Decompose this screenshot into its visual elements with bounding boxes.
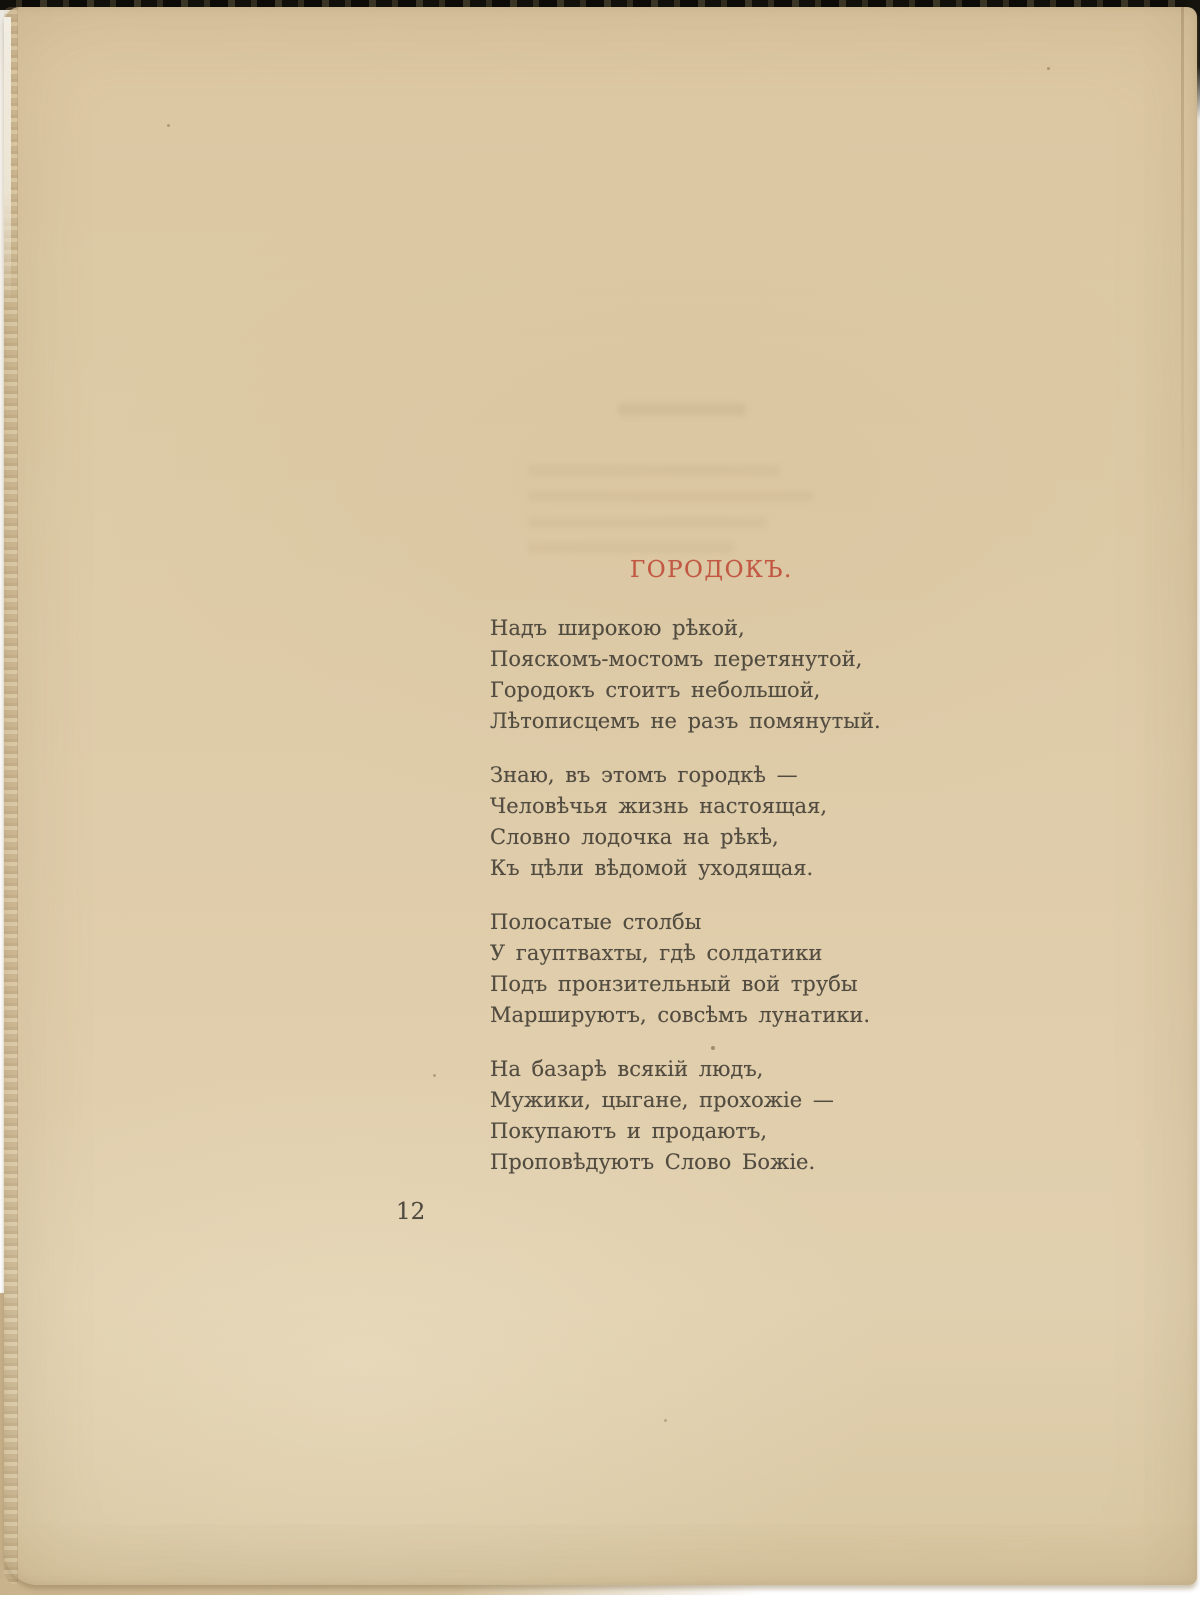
poem-line: Къ цѣли вѣдомой уходящая. bbox=[490, 856, 814, 880]
poem-line: Человѣчья жизнь настоящая, bbox=[490, 794, 827, 818]
foxing-speck bbox=[167, 124, 170, 127]
foxing-speck bbox=[433, 1074, 436, 1077]
poem-line: Лѣтописцемъ не разъ помянутый. bbox=[490, 709, 881, 733]
poem-line: На базарѣ всякій людъ, bbox=[490, 1057, 764, 1081]
page-edge-highlight bbox=[4, 17, 11, 307]
poem-line: У гауптвахты, гдѣ солдатики bbox=[490, 941, 823, 965]
show-through-ghost-line bbox=[528, 542, 734, 553]
poem-line: Надъ широкою рѣкой, bbox=[490, 616, 745, 640]
show-through-ghost-line bbox=[528, 465, 780, 476]
poem-line: Маршируютъ, совсѣмъ лунатики. bbox=[490, 1003, 871, 1027]
page-paper bbox=[4, 7, 1197, 1585]
poem-line: Подъ пронзительный вой трубы bbox=[490, 972, 858, 996]
show-through-ghost-line bbox=[528, 517, 766, 528]
poem-line: Проповѣдуютъ Слово Божіе. bbox=[490, 1150, 816, 1174]
poem-line: Мужики, цыгане, прохожіе — bbox=[490, 1088, 834, 1112]
paper-crease bbox=[1181, 7, 1184, 527]
poem-line: Покупаютъ и продаютъ, bbox=[490, 1119, 768, 1143]
poem-body bbox=[490, 613, 960, 1178]
show-through-ghost-line bbox=[528, 491, 814, 502]
stanza-3 bbox=[490, 907, 960, 1031]
page-number: 12 bbox=[396, 1199, 426, 1225]
foxing-speck bbox=[1047, 67, 1050, 70]
stanza-1 bbox=[490, 613, 960, 737]
poem-line: Пояскомъ-мостомъ перетянутой, bbox=[490, 647, 863, 671]
stanza-4 bbox=[490, 1054, 960, 1178]
poem-title: ГОРОДОКЪ. bbox=[630, 557, 793, 583]
poem-line: Словно лодочка на рѣкѣ, bbox=[490, 825, 779, 849]
show-through-ghost-title bbox=[618, 403, 746, 416]
poem-line: Городокъ стоитъ небольшой, bbox=[490, 678, 821, 702]
poem-line: Знаю, въ этомъ городкѣ — bbox=[490, 763, 798, 787]
stanza-2 bbox=[490, 760, 960, 884]
poem-line: Полосатые столбы bbox=[490, 910, 702, 934]
foxing-speck bbox=[664, 1419, 667, 1422]
